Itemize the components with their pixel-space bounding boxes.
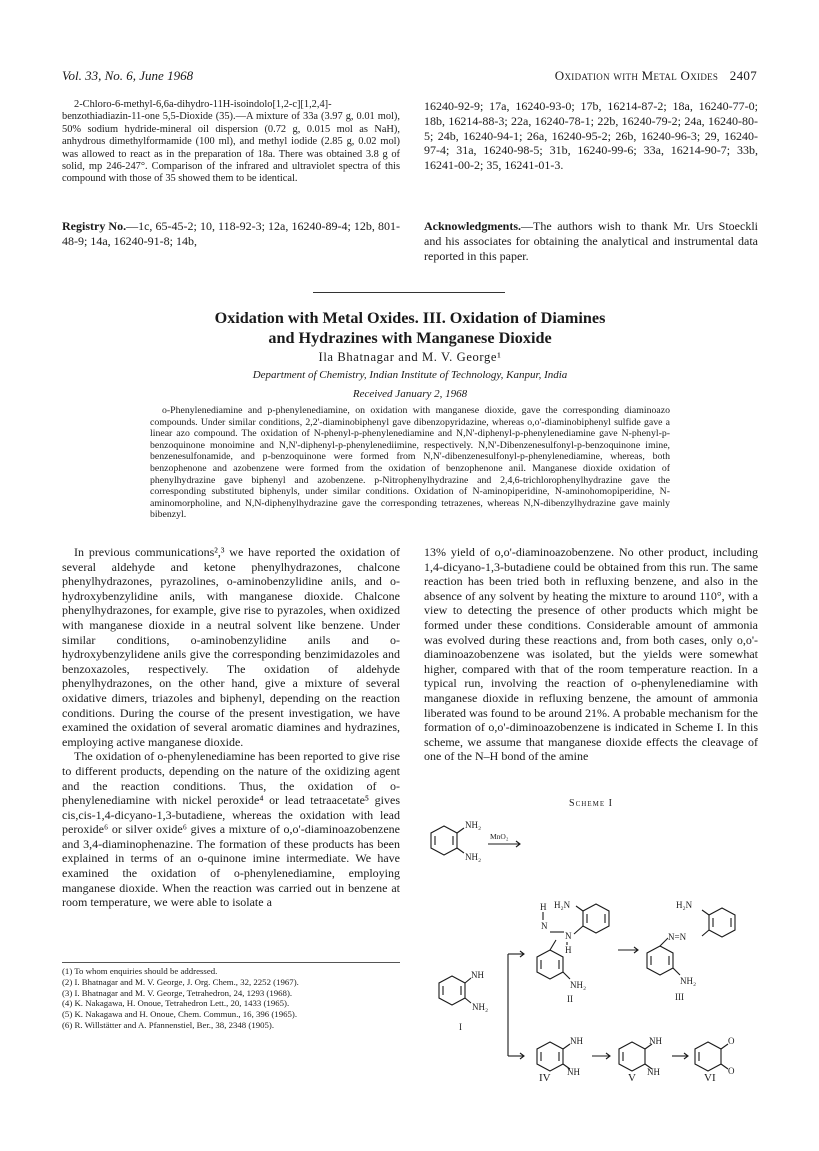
VI-o-bottom: O bbox=[728, 1066, 735, 1076]
article-abstract: o-Phenylenediamine and p-phenylenediamine, on oxidation with manganese dioxide, gave the corresponding diaminoazo compounds. Under similar conditions, 2,2'-diaminobiphenyl gave dibenzopyridazine, whereas o,o'-diaminobiphenyl sulfide gave a linear azo compound. The oxidation of N-phenyl-p-phenylenediamine and N,N'-diphenyl-p-phenylenediamine gave N-phenyl-p-benzoquinone monoimine and N,N'-diphenyl-p-phenylenediimine, respectively. N,N'-Dibenzenesulfonyl-p-benzoquinone imine, benzenesulfonamide, and p-benzoquinone were formed from N,N'-dibenzenesulfonyl-p-phenylenediamine, whereas, both benzophenone and azobenzene were formed from the oxidation of benzophenone anil. Manganese dioxide oxidation of phenylhydrazine gave biphenyl and azobenzene. p-Nitrophenylhydrazine and 2,4,6-trichlorophenylhydrazine gave the corresponding substituted biphenyls, under similar conditions. Oxidation of N-aminopiperidine, N-aminohomopiperidine, N-aminomorpholine, and N,N-diphenylhydrazine gave the corresponding tetrazenes, whereas N,N-dibenzylhydrazine gave mainly bibenzyl. bbox=[150, 405, 670, 521]
preparation-text bbox=[62, 99, 400, 186]
IV-nh-top: NH bbox=[570, 1036, 583, 1046]
scheme-reagent-arrow bbox=[488, 832, 520, 847]
III-nh2-label: NH₂ bbox=[680, 976, 697, 986]
label-VI: VI bbox=[704, 1072, 716, 1084]
II-nh2-label: NH₂ bbox=[570, 980, 587, 990]
scheme-compound-IV bbox=[537, 1036, 583, 1077]
article-title-line-2: and Hydrazines with Manganese Dioxide bbox=[268, 329, 552, 347]
start-nh2-top: NH₂ bbox=[465, 820, 482, 830]
acknowledgments bbox=[424, 219, 758, 263]
scheme-compound-III bbox=[647, 900, 735, 1002]
page-number: 2407 bbox=[729, 68, 757, 83]
acknowledgments-label: Acknowledgments. bbox=[424, 219, 522, 233]
received-date: Received January 2, 1968 bbox=[352, 388, 468, 400]
II-h2n-label: H₂N bbox=[554, 900, 571, 910]
footnote-2: (2) I. Bhatnagar and M. V. George, J. Org. Chem., 32, 2252 (1967). bbox=[62, 976, 299, 987]
body-paragraph-3: 13% yield of o,o'-diaminoazobenzene. No other product, including 1,4-dicyano-1,3-butadiene could be obtained from this run. The same reaction has been tried both in refluxing benzene, and also in the absence of any solvent by heating the mixture to around 110°, with a view to detecting the presence of other products which might be formed under these conditions. Considerable amount of ammonia was evolved during these reactions and, from both cases, only o,o'-diaminoazobenzene was isolated, but the yields were somewhat higher, compared with that of the room temperature reaction. In a typical run, involving the reaction of o-phenylenediamine with manganese dioxide in refluxing benzene, the amount of ammonia liberated was found to be around 21%. A probable mechanism for the formation of o,o'-diminoazobenzene is indicated in Scheme I. In this scheme, we assume that manganese dioxide effects the cleavage of one of the N–H bond of the amine bbox=[424, 545, 758, 764]
reagent-label: MnO₂ bbox=[490, 832, 509, 841]
label-I: I bbox=[459, 1022, 462, 1032]
scheme-intermediate-I bbox=[439, 970, 488, 1032]
label-IV: IV bbox=[539, 1072, 551, 1084]
section-divider bbox=[313, 292, 505, 293]
II-n-right: N bbox=[565, 931, 572, 941]
footnote-4: (4) K. Nakagawa, H. Onoue, Tetrahedron Lett., 20, 1433 (1965). bbox=[62, 998, 290, 1009]
scheme-start-material bbox=[431, 820, 481, 862]
article-title-line-1: Oxidation with Metal Oxides. III. Oxidation of Diamines bbox=[214, 309, 606, 327]
label-V: V bbox=[628, 1072, 636, 1084]
footnote-3: (3) I. Bhatnagar and M. V. George, Tetrahedron, 24, 1293 (1968). bbox=[62, 987, 293, 998]
II-h-bottom: H bbox=[565, 945, 572, 955]
running-title-block bbox=[555, 68, 757, 84]
scheme-branch bbox=[508, 951, 524, 1059]
preparation-body: —A mixture of 33a (3.97 g, 0.01 mol), 50% sodium hydride-mineral oil dispersion (0.72 g, 0.015 mol as NaH), anhydrous dimethylformamide (100 ml), and methyl iodide (2.85 g, 0.02 mol) was allowed to react as in the preparation of 18a. There was obtained 3.8 g of solid, mp 246-247°. Comparison of the infrared and ultraviolet spectra of this compound with those of 35 showed them to be identical. bbox=[62, 111, 400, 185]
journal-issue: Vol. 33, No. 6, June 1968 bbox=[62, 68, 194, 83]
scheme-compound-V bbox=[619, 1036, 662, 1077]
footnote-1: (1) To whom enquiries should be addressed. bbox=[62, 966, 218, 976]
II-n-left: N bbox=[541, 921, 548, 931]
scheme-arrow-V-VI bbox=[672, 1053, 688, 1059]
label-III: III bbox=[675, 992, 684, 1002]
IV-nh-bottom: NH bbox=[567, 1067, 580, 1077]
scheme-compound-VI bbox=[695, 1036, 735, 1076]
scheme-arrow-IV-V bbox=[592, 1053, 610, 1059]
I-nh-label: NH bbox=[471, 970, 484, 980]
body-right-column bbox=[424, 545, 758, 764]
preparation-paragraph bbox=[62, 99, 400, 186]
body-paragraph-2: The oxidation of o-phenylenediamine has been reported to give rise to different products, depending on the nature of the oxidizing agent and the reaction conditions. Thus, the oxidation of o-phenylenediamine with nickel peroxide⁴ or lead tetraacetate⁵ gives cis,cis-1,4-dicyano-1,3-butadiene, whereas the oxidation with lead peroxide⁶ or silver oxide⁶ gives a mixture of o,o'-diaminoazobenzene and 3,4-diaminophenazine. The formation of these products has been explained in terms of an o-quinone imine intermediate. We have examined the oxidation of o-phenylenediamine, employing manganese dioxide. When the reaction was carried out in benzene at room temperature, we were able to isolate a bbox=[62, 749, 400, 910]
article-title bbox=[62, 308, 758, 348]
registry-text: —1c, 65-45-2; 10, 118-92-3; 12a, 16240-89-4; 12b, 801-48-9; 14a, 16240-91-8; 14b, bbox=[62, 219, 400, 248]
footnote-6: (6) R. Willstätter and A. Pfannenstiel, Ber., 38, 2348 (1905). bbox=[62, 1019, 275, 1030]
acknowledgments-text: —The authors wish to thank Mr. Urs Stoeckli and his associates for obtaining the analytical and instrumental data reported in this paper. bbox=[424, 219, 758, 263]
scheme-title: Scheme I bbox=[569, 798, 613, 809]
label-II: II bbox=[567, 994, 573, 1004]
preparation-title: 2-Chloro-6-methyl-6,6a-dihydro-11H-isoindolo[1,2-c][1,2,4]-benzothiadiazin-11-one 5,5-Dioxide (35). bbox=[62, 99, 332, 123]
running-title: Oxidation with Metal Oxides bbox=[554, 68, 719, 83]
registry-continued: 16240-92-9; 17a, 16240-93-0; 17b, 16214-87-2; 18a, 16240-77-0; 18b, 16214-88-3; 22a, 16240-78-1; 22b, 16240-79-2; 24a, 16240-80-5; 24b, 16240-94-1; 26a, 16240-95-2; 26b, 16240-96-3; 29, 16240-97-4; 31a, 16240-98-5; 31b, 16240-99-6; 33a, 16214-90-7; 33b, 16241-00-2; 35, 16241-01-3. bbox=[424, 99, 758, 173]
V-nh-top: NH bbox=[649, 1036, 662, 1046]
scheme-arrow-II-III bbox=[618, 947, 638, 953]
running-header bbox=[62, 68, 757, 86]
start-nh2-bottom: NH₂ bbox=[465, 852, 482, 862]
I-nh2-label: NH₂ bbox=[472, 1002, 489, 1012]
III-h2n-label: H₂N bbox=[676, 900, 693, 910]
III-azo-label: N=N bbox=[668, 932, 687, 942]
scheme-compound-II bbox=[537, 900, 609, 1004]
reaction-scheme bbox=[424, 812, 758, 1077]
body-paragraph-1: In previous communications²,³ we have reported the oxidation of several aldehyde and ketone phenylhydrazones, chalcone phenylhydrazones, pyrazolines, o-aminobenzylidine anils, and o-hydroxybenzylidine anils, with manganese dioxide. Chalcone phenylhydrazones, for example, give rise to pyrazoles, when oxidized with manganese dioxide in a neutral solvent like benzene. Under similar conditions, o-aminobenzylidine anils and o-hydroxybenzylidene anils give the corresponding benzimidazoles and benzoxazoles, respectively. The oxidation of aldehyde phenylhydrazones, on the other hand, give a mixture of several oxidative dimers, triazoles and biphenyl, depending on the reaction conditions. During the course of the present investigation, we have examined the oxidation of several aromatic diamines and hydrazines, employing active manganese dioxide. bbox=[62, 545, 400, 749]
II-h-top: H bbox=[540, 902, 547, 912]
author-affiliation: Department of Chemistry, Indian Institute of Technology, Kanpur, India bbox=[252, 369, 568, 381]
scheme-bottom-labels bbox=[424, 1072, 758, 1086]
body-left-column bbox=[62, 545, 400, 910]
footnote-5: (5) K. Nakagawa and H. Onoue, Chem. Commun., 16, 396 (1965). bbox=[62, 1009, 298, 1020]
V-nh-bottom: NH bbox=[647, 1067, 660, 1077]
article-authors: Ila Bhatnagar and M. V. George¹ bbox=[318, 350, 502, 364]
registry-label: Registry No. bbox=[62, 219, 127, 233]
VI-o-top: O bbox=[728, 1036, 735, 1046]
footnotes bbox=[62, 962, 400, 1031]
registry-numbers bbox=[62, 219, 400, 249]
